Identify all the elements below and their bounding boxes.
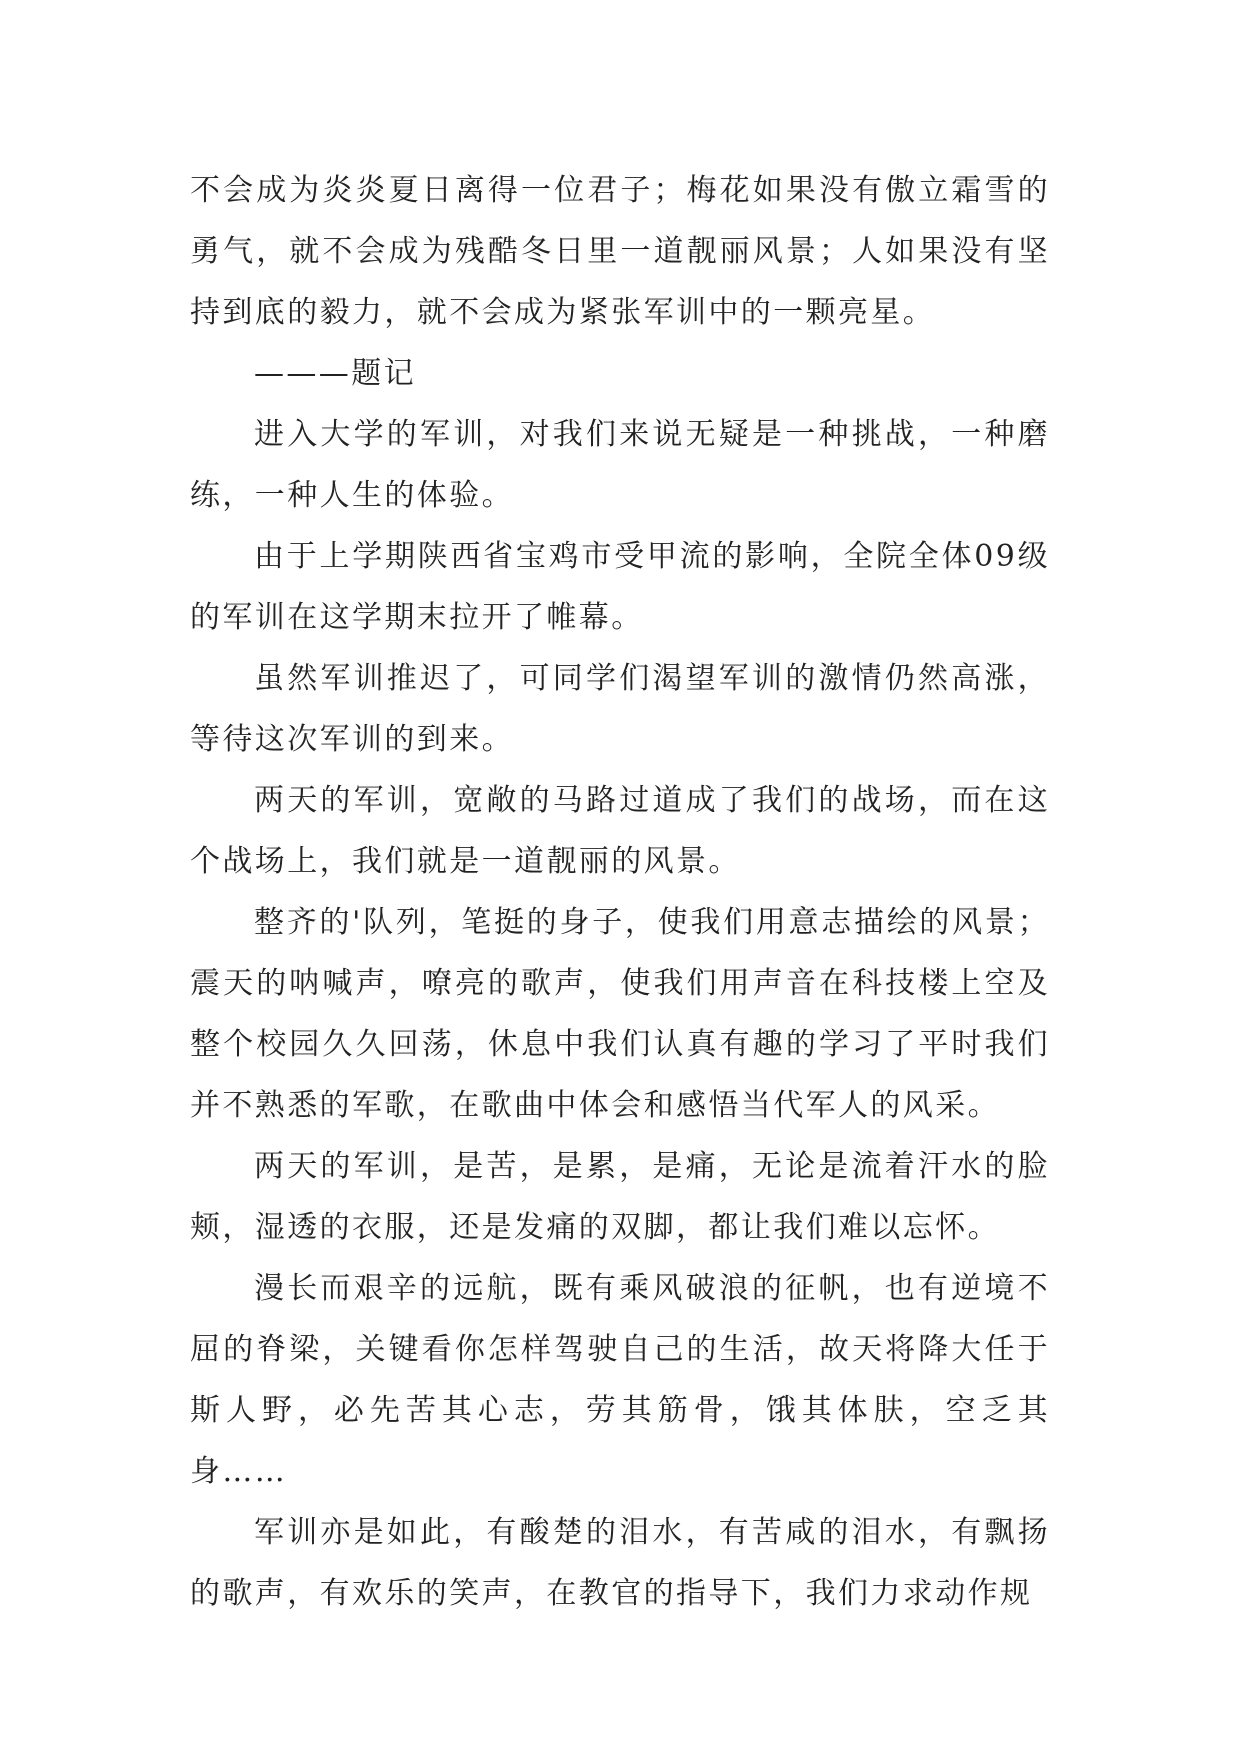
paragraph: 进入大学的军训，对我们来说无疑是一种挑战，一种磨练，一种人生的体验。 xyxy=(190,417,1050,513)
paragraph: 虽然军训推迟了，可同学们渴望军训的激情仍然高涨，等待这次军训的到来。 xyxy=(190,661,1050,757)
paragraph-epigraph-attribution: ———题记 xyxy=(254,356,416,391)
paragraph: 军训亦是如此，有酸楚的泪水，有苦咸的泪水，有飘扬的歌声，有欢乐的笑声，在教官的指导下，我们力求动作规 xyxy=(190,1515,1050,1611)
paragraph: 漫长而艰辛的远航，既有乘风破浪的征帆，也有逆境不屈的脊梁，关键看你怎样驾驶自己的生活，故天将降大任于斯人野，必先苦其心志，劳其筋骨，饿其体肤，空乏其身…… xyxy=(190,1271,1050,1489)
paragraph: 两天的军训，是苦，是累，是痛，无论是流着汗水的脸颊，湿透的衣服，还是发痛的双脚，都让我们难以忘怀。 xyxy=(190,1149,1050,1245)
paragraph: 整齐的'队列，笔挺的身子，使我们用意志描绘的风景；震天的呐喊声，嘹亮的歌声，使我们用声音在科技楼上空及整个校园久久回荡，休息中我们认真有趣的学习了平时我们并不熟悉的军歌，在歌曲中体会和感悟当代军人的风采。 xyxy=(190,905,1050,1123)
paragraph: 由于上学期陕西省宝鸡市受甲流的影响，全院全体09级的军训在这学期末拉开了帷幕。 xyxy=(190,539,1050,635)
paragraph: 两天的军训，宽敞的马路过道成了我们的战场，而在这个战场上，我们就是一道靓丽的风景。 xyxy=(190,783,1050,879)
paragraph-intro: 不会成为炎炎夏日离得一位君子；梅花如果没有傲立霜雪的勇气，就不会成为残酷冬日里一道靓丽风景；人如果没有坚持到底的毅力，就不会成为紧张军训中的一颗亮星。 xyxy=(190,173,1050,330)
document-body xyxy=(190,160,1050,1624)
